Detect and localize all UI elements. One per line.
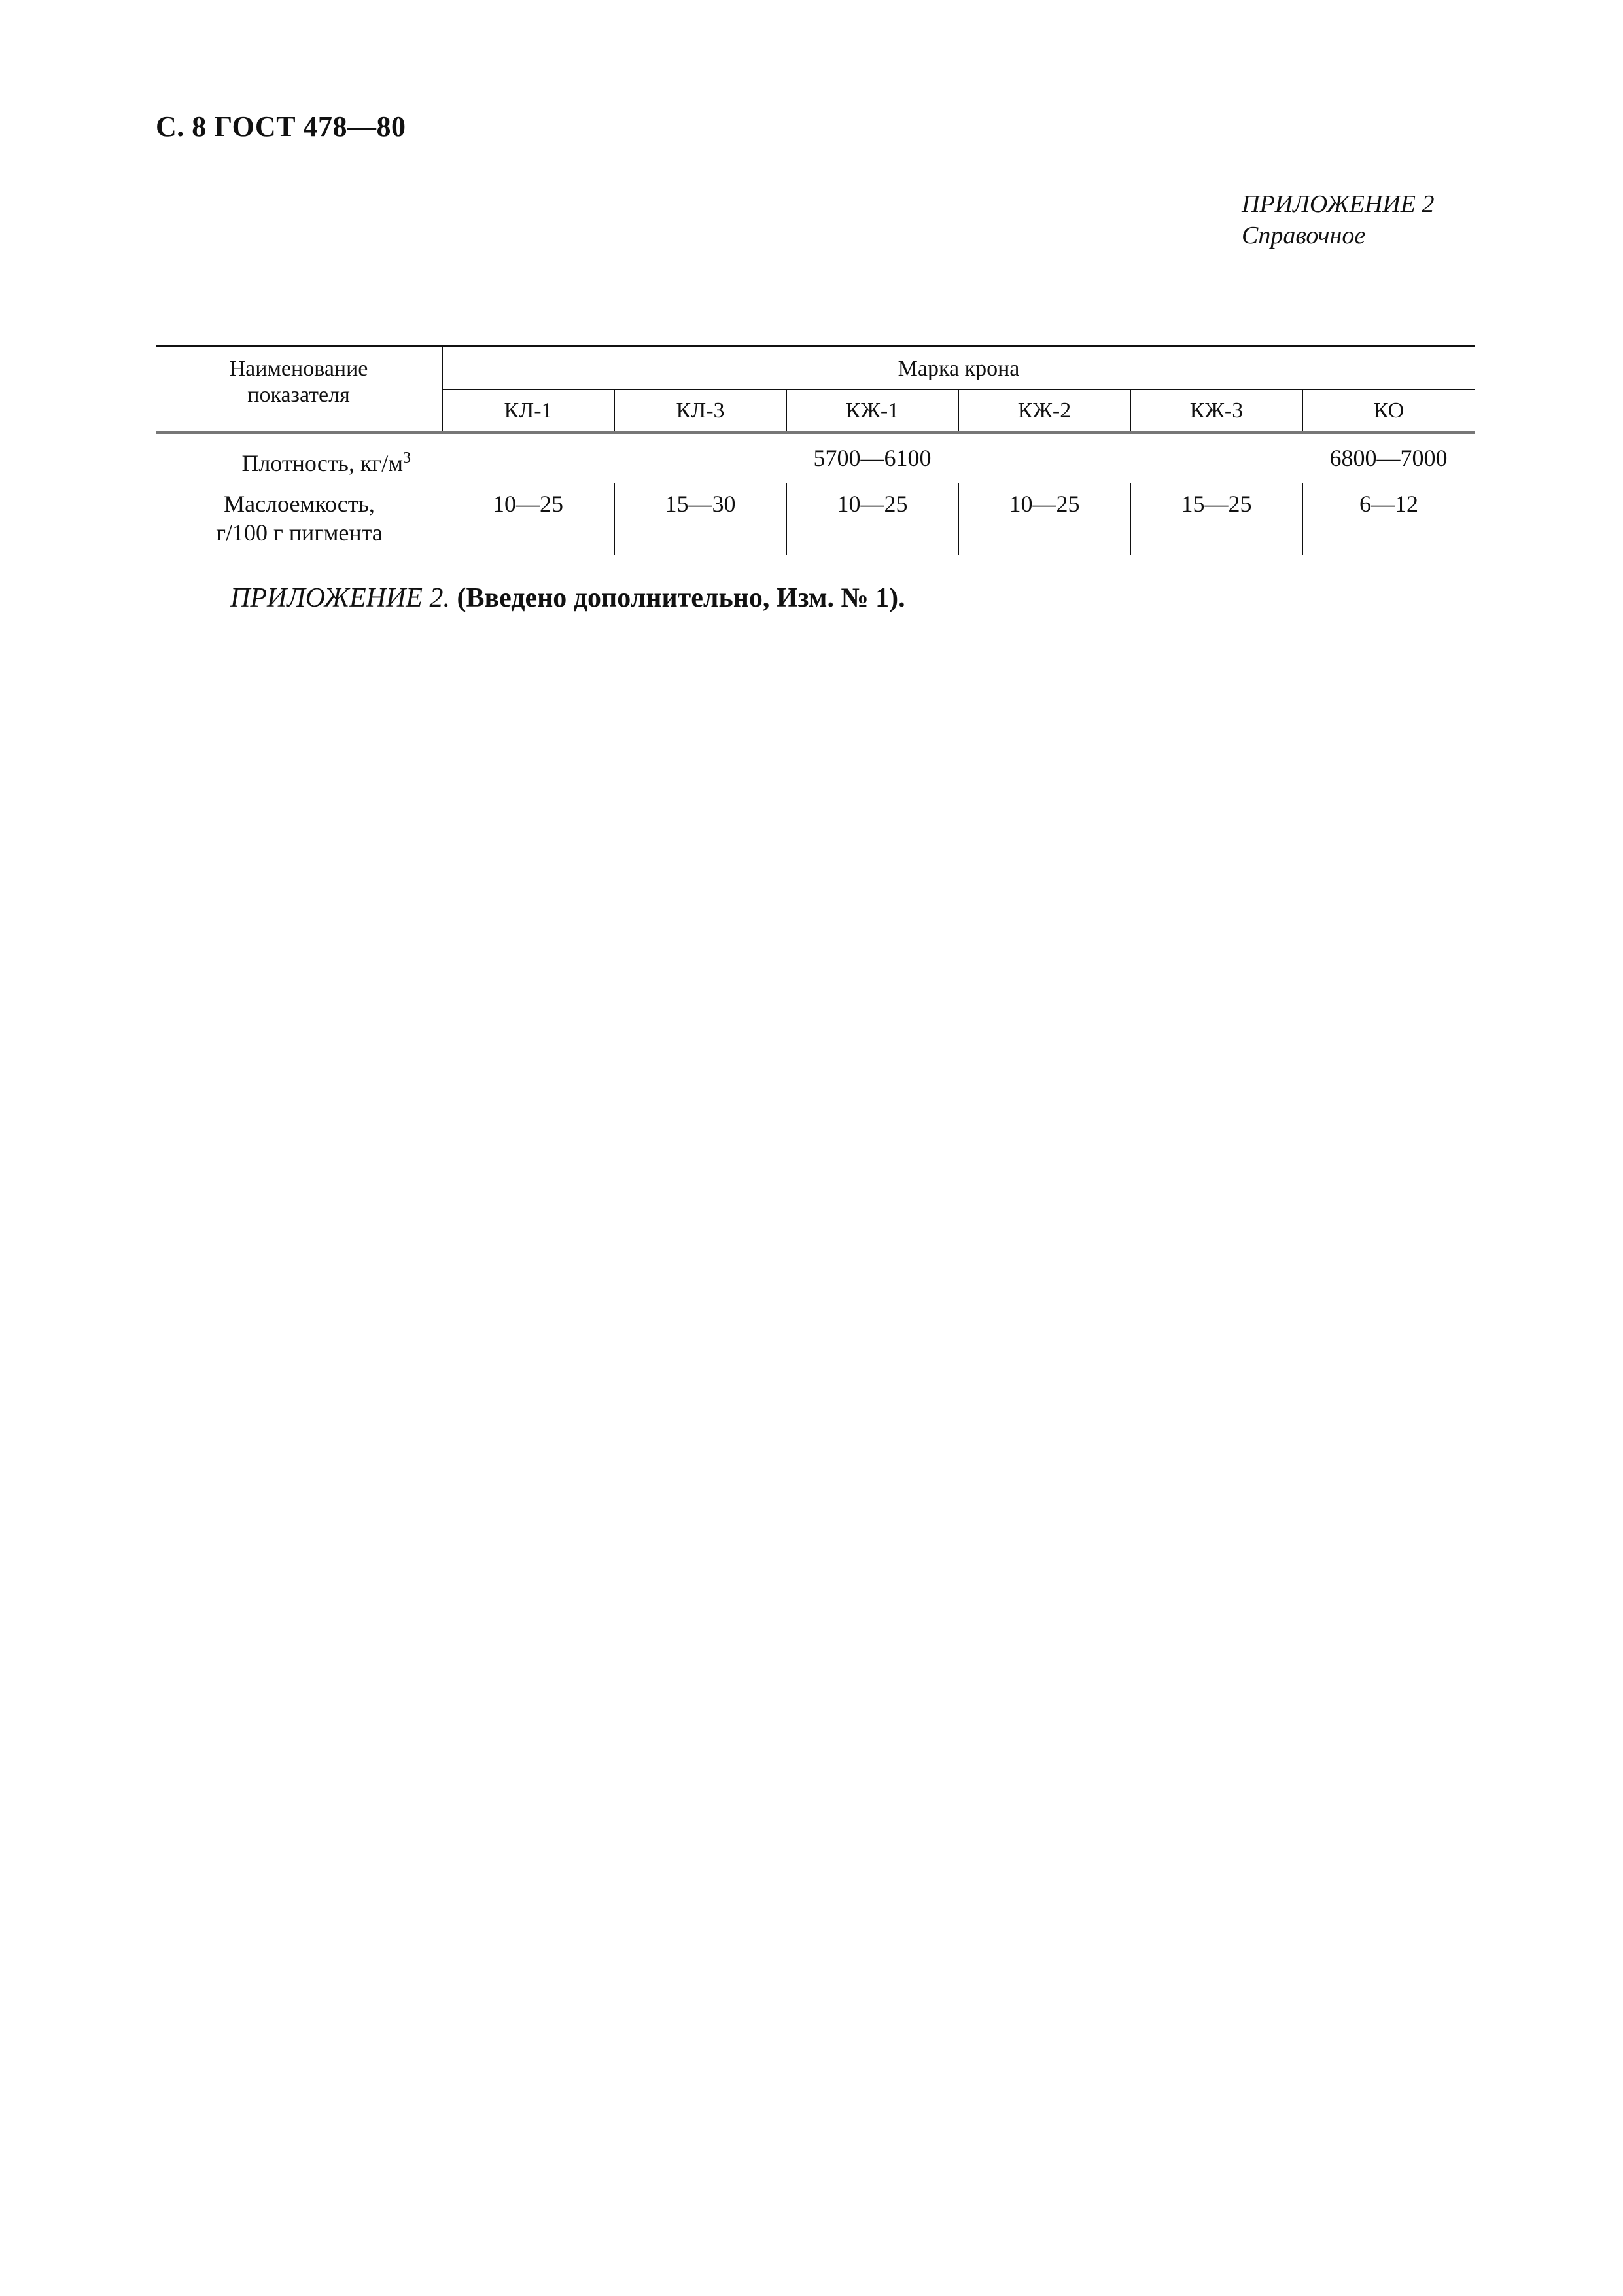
grade-group-header: Марка крона <box>442 346 1475 389</box>
table-cell: 6800—7000 <box>1329 445 1448 471</box>
row-label: Маслоемкость, г/100 г пигмента <box>216 491 383 546</box>
table-cell: 5700—6100 <box>813 445 932 471</box>
table-cell: 15—25 <box>1130 483 1302 555</box>
column-header: КЛ-1 <box>442 389 614 433</box>
table-row-oil-absorption <box>156 483 1475 555</box>
amendment-note <box>230 582 905 614</box>
row-label: Плотность, $кг/м^3$ <box>241 450 411 476</box>
amendment-note-ref: ПРИЛОЖЕНИЕ 2. <box>230 583 450 613</box>
column-header: КЖ-2 <box>958 389 1130 433</box>
table-row-density <box>156 434 1475 483</box>
appendix-label <box>1242 188 1434 251</box>
indicator-name-header: Наименование показателя <box>156 346 442 433</box>
appendix-title: ПРИЛОЖЕНИЕ 2 <box>1242 190 1435 218</box>
table-cell: 10—25 <box>786 483 958 555</box>
column-header: КЛ-3 <box>614 389 786 433</box>
table-cell: 10—25 <box>442 483 614 555</box>
page-header: С. 8 ГОСТ 478—80 <box>156 111 406 143</box>
column-header: КЖ-1 <box>786 389 958 433</box>
column-header: КЖ-3 <box>1130 389 1302 433</box>
table-cell: 15—30 <box>614 483 786 555</box>
column-header: КО <box>1373 398 1405 423</box>
appendix-subtitle: Справочное <box>1242 222 1366 249</box>
properties-table <box>156 345 1475 555</box>
table-cell: 6—12 <box>1359 491 1419 517</box>
table-cell: 10—25 <box>958 483 1130 555</box>
amendment-note-text: (Введено дополнительно, Изм. № 1). <box>457 583 905 613</box>
